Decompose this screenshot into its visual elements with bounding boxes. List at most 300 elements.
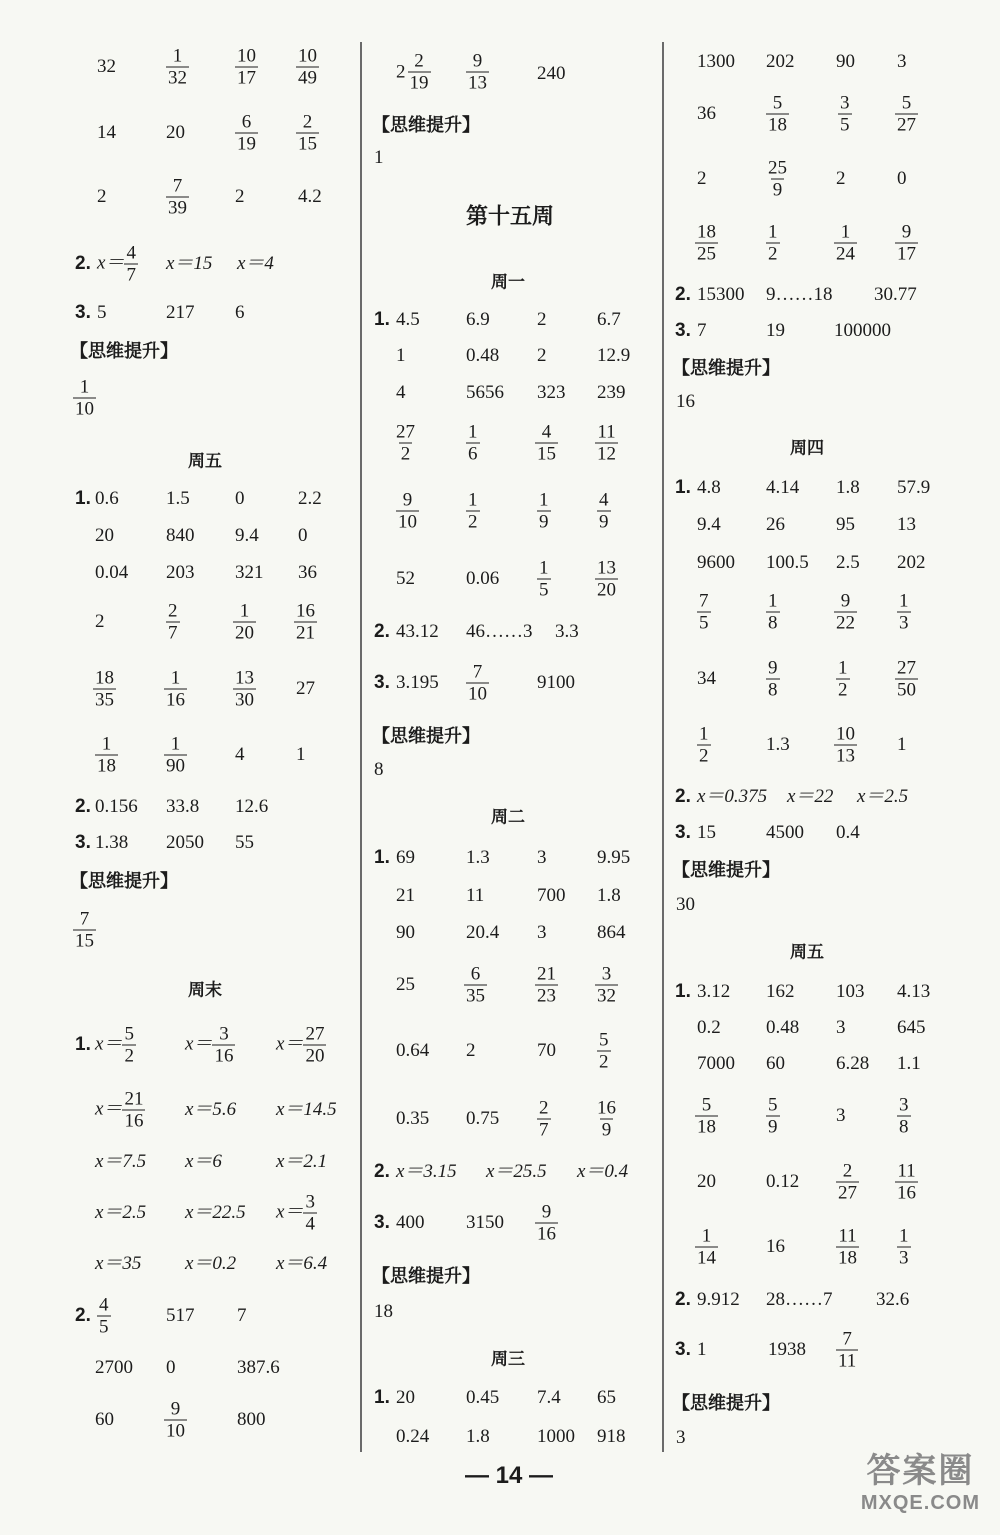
numerator: 13 [235, 667, 254, 689]
numerator: 7 [79, 908, 90, 930]
answer-fraction [834, 591, 857, 634]
thinking-answer: 3 [676, 1427, 686, 1448]
answer-value: 103 [836, 981, 865, 1002]
numerator: 1 [701, 1225, 712, 1247]
answer-fraction [766, 93, 789, 136]
denominator: 17 [237, 67, 256, 89]
numerator: 6 [241, 111, 252, 133]
answer-fraction [464, 964, 487, 1007]
answer-value: 6.28 [836, 1053, 870, 1074]
numerator: 7 [172, 175, 183, 197]
answer-value: 4.8 [697, 477, 721, 498]
answer-fraction [394, 422, 417, 465]
day-heading-fri: 周五 [188, 451, 222, 472]
denominator: 32 [168, 67, 187, 89]
answer-value: 2050 [166, 832, 204, 853]
answer-fraction [466, 490, 480, 533]
answer-value: 3 [836, 1105, 846, 1126]
numerator: 2 [168, 600, 178, 622]
answer-fraction [166, 46, 189, 89]
numerator: 4 [541, 421, 552, 443]
equation-answer: x＝2.1 [276, 1151, 328, 1172]
numerator: 21 [124, 1088, 144, 1110]
answer-value: 1.3 [466, 847, 490, 868]
question-number: 3. [675, 1339, 691, 1360]
thinking-answer: 30 [676, 894, 695, 915]
question-number: 2. [75, 253, 91, 274]
denominator: 32 [597, 985, 616, 1007]
answer-value: 2 [466, 1040, 476, 1061]
answer-value: 27 [296, 678, 315, 699]
numerator: 3 [305, 1191, 315, 1213]
numerator: 5 [772, 92, 783, 114]
answer-value: 0.12 [766, 1171, 800, 1192]
answer-fraction [897, 1095, 911, 1138]
answer-value: 60 [766, 1053, 785, 1074]
numerator: 1 [79, 376, 90, 398]
denominator: 2 [838, 679, 848, 701]
answer-value: 0.156 [95, 796, 138, 817]
answer-value: 202 [766, 51, 795, 72]
question-number: 2. [374, 1161, 390, 1182]
denominator: 18 [697, 1116, 716, 1138]
answer-value: 3.12 [697, 981, 731, 1002]
numerator: 7 [472, 661, 483, 683]
answer-value: 20 [166, 122, 185, 143]
answer-value: 34 [697, 668, 716, 689]
answer-fraction [396, 490, 419, 533]
answer-value: 400 [396, 1212, 425, 1233]
answer-value: 12.6 [235, 796, 269, 817]
answer-value: 4500 [766, 822, 804, 843]
column-divider-left [360, 42, 362, 1452]
answer-fraction [164, 668, 187, 711]
answer-value: 0.4 [836, 822, 860, 843]
answer-value: 69 [396, 847, 415, 868]
answer-value: 60 [95, 1409, 114, 1430]
equation-answer: x＝3.15 [396, 1161, 457, 1182]
answer-value: 9.4 [697, 514, 721, 535]
numerator: 1 [838, 657, 848, 679]
denominator: 9 [768, 1116, 778, 1138]
answer-value: 1938 [768, 1339, 806, 1360]
answer-value: 43.12 [396, 621, 439, 642]
answer-fraction [97, 1295, 111, 1338]
denominator: 25 [697, 243, 716, 265]
answer-fraction [834, 222, 857, 265]
numerator: 10 [298, 45, 317, 67]
numerator: 1 [899, 1225, 909, 1247]
numerator: 3 [840, 92, 850, 114]
denominator: 39 [168, 197, 187, 219]
variable-x: x＝ [97, 252, 125, 274]
answer-value: 36 [298, 562, 317, 583]
question-number: 3. [75, 832, 91, 853]
answer-value: 9100 [537, 672, 575, 693]
answer-value: 217 [166, 302, 195, 323]
answer-fraction [537, 490, 551, 533]
denominator: 2 [468, 511, 478, 533]
denominator: 2 [768, 243, 778, 265]
numerator: 4 [599, 489, 609, 511]
answer-fraction [164, 734, 187, 777]
numerator: 1 [172, 45, 183, 67]
day-heading-mon: 周一 [491, 272, 525, 293]
numerator: 7 [699, 590, 709, 612]
answer-value: 6.9 [466, 309, 490, 330]
answer-value: 26 [766, 514, 785, 535]
answer-value: 240 [537, 63, 566, 84]
denominator: 21 [296, 622, 315, 644]
answer-value: 2.5 [836, 552, 860, 573]
denominator: 50 [897, 679, 916, 701]
answer-value: 9600 [697, 552, 735, 573]
numerator: 1 [699, 723, 709, 745]
answer-value: 7 [237, 1305, 247, 1326]
answer-value: 0.64 [396, 1040, 430, 1061]
question-number: 1. [374, 309, 390, 330]
denominator: 24 [836, 243, 855, 265]
thinking-heading: 【思维提升】 [70, 341, 178, 362]
denominator: 9 [772, 179, 783, 201]
equation-answer [95, 1024, 136, 1067]
numerator: 4 [99, 1294, 109, 1316]
numerator: 18 [95, 667, 114, 689]
answer-value: 4.5 [396, 309, 420, 330]
equation-answer [185, 1024, 235, 1067]
answer-fraction [895, 222, 918, 265]
answer-value: 36 [697, 103, 716, 124]
numerator: 7 [842, 1328, 852, 1350]
numerator: 1 [101, 733, 112, 755]
answer-value: 4 [396, 382, 406, 403]
numerator: 1 [539, 489, 549, 511]
numerator: 11 [897, 1160, 916, 1182]
denominator: 30 [235, 689, 254, 711]
denominator: 20 [305, 1045, 325, 1067]
answer-value: 9.95 [597, 847, 631, 868]
denominator: 27 [838, 1182, 857, 1204]
thinking-heading: 【思维提升】 [70, 871, 178, 892]
answer-fraction [766, 222, 780, 265]
thinking-answer: 8 [374, 759, 384, 780]
numerator: 9 [840, 590, 851, 612]
week-title: 第十五周 [466, 203, 555, 230]
denominator: 2 [699, 745, 709, 767]
answer-fraction [537, 558, 551, 601]
question-number: 1. [75, 1034, 91, 1055]
denominator: 16 [214, 1045, 234, 1067]
answer-value: 3 [897, 51, 907, 72]
answer-value: 14 [97, 122, 116, 143]
numerator: 27 [305, 1023, 325, 1045]
equation-answer: x＝2.5 [857, 786, 909, 807]
answer-value: 16 [766, 1236, 785, 1257]
answer-value: 0.48 [766, 1017, 800, 1038]
equation-answer [95, 1089, 145, 1132]
answer-fraction [836, 1161, 859, 1204]
equation-answer: x＝6 [185, 1151, 222, 1172]
question-number: 2. [675, 786, 691, 807]
numerator: 1 [468, 489, 478, 511]
answer-value: 0.6 [95, 488, 119, 509]
answer-value: 7 [697, 320, 707, 341]
answer-fraction [834, 724, 857, 767]
answer-value: 30.77 [874, 284, 917, 305]
denominator: 15 [75, 930, 94, 952]
denominator: 16 [897, 1182, 916, 1204]
numerator: 9 [170, 1398, 181, 1420]
answer-fraction [535, 422, 558, 465]
answer-fraction [766, 1095, 780, 1138]
equation-answer: x＝22.5 [185, 1202, 246, 1223]
denominator: 22 [836, 612, 855, 634]
numerator: 18 [697, 221, 716, 243]
answer-value: 1.8 [836, 477, 860, 498]
answer-fraction [537, 1098, 551, 1141]
answer-value: 1 [897, 734, 907, 755]
numerator: 5 [124, 1023, 134, 1045]
numerator: 11 [597, 421, 616, 443]
denominator: 13 [836, 745, 855, 767]
answer-value: 7000 [697, 1053, 735, 1074]
answer-value: 3.195 [396, 672, 439, 693]
answer-value: 21 [396, 885, 415, 906]
equation-answer: x＝0.2 [185, 1253, 237, 1274]
equation-answer: x＝6.4 [276, 1253, 328, 1274]
answer-value: 0.24 [396, 1426, 430, 1447]
variable-x: x＝ [185, 1033, 213, 1055]
answer-fraction [466, 662, 489, 705]
denominator: 3 [899, 1247, 909, 1269]
answer-value: 20 [697, 1171, 716, 1192]
numerator: 5 [701, 1094, 712, 1116]
answer-value: 2 [95, 611, 105, 632]
equation-answer: x＝22 [787, 786, 834, 807]
answer-value: 6 [235, 302, 245, 323]
question-number: 2. [374, 621, 390, 642]
answer-fraction [597, 490, 611, 533]
answer-value: 1.8 [597, 885, 621, 906]
answer-value: 1.38 [95, 832, 129, 853]
denominator: 9 [601, 1119, 612, 1141]
answer-value: 0.35 [396, 1108, 430, 1129]
answer-value: 57.9 [897, 477, 931, 498]
answer-value: 15300 [697, 284, 745, 305]
numerator: 13 [597, 557, 616, 579]
denominator: 23 [537, 985, 556, 1007]
numerator: 1 [768, 590, 778, 612]
answer-value: 90 [396, 922, 415, 943]
answer-value: 6.7 [597, 309, 621, 330]
answer-value: 1.3 [766, 734, 790, 755]
answer-value: 1.8 [466, 1426, 490, 1447]
answer-value: 2 [697, 168, 707, 189]
answer-fraction [838, 93, 852, 136]
thinking-heading: 【思维提升】 [672, 1393, 780, 1414]
numerator: 5 [901, 92, 912, 114]
answer-value: 2 [836, 168, 846, 189]
question-number: 3. [374, 672, 390, 693]
denominator: 15 [537, 443, 556, 465]
numerator: 9 [901, 221, 912, 243]
answer-fraction [595, 422, 618, 465]
answer-fraction [595, 964, 618, 1007]
answer-fraction [766, 591, 780, 634]
answer-value: 13 [897, 514, 916, 535]
denominator: 10 [398, 511, 417, 533]
answer-fraction [895, 1161, 918, 1204]
denominator: 16 [124, 1110, 144, 1132]
answer-fraction [95, 734, 118, 777]
answer-value: 65 [597, 1387, 616, 1408]
question-number: 3. [75, 302, 91, 323]
denominator: 19 [409, 72, 429, 94]
answer-value: 700 [537, 885, 566, 906]
denominator: 5 [539, 579, 549, 601]
equation-answer [276, 1024, 326, 1067]
answer-value: 1000 [537, 1426, 575, 1447]
answer-value: 239 [597, 382, 626, 403]
answer-value: 2 [537, 309, 547, 330]
numerator: 9 [402, 489, 413, 511]
denominator: 2 [124, 1045, 134, 1067]
denominator: 8 [899, 1116, 909, 1138]
thinking-answer: 16 [676, 391, 695, 412]
answer-value: 1300 [697, 51, 735, 72]
numerator: 6 [470, 963, 481, 985]
answer-value: 9……18 [766, 284, 833, 305]
answer-fraction [466, 422, 480, 465]
numerator: 1 [239, 600, 250, 622]
answer-value: 20.4 [466, 922, 500, 943]
answer-fraction [233, 601, 256, 644]
answer-value: 0.75 [466, 1108, 500, 1129]
variable-x: x＝ [95, 1098, 123, 1120]
answer-value: 95 [836, 514, 855, 535]
denominator: 27 [897, 114, 916, 136]
equation-answer: x＝25.5 [486, 1161, 547, 1182]
answer-fraction [895, 658, 918, 701]
answer-fraction [595, 1098, 618, 1141]
question-number: 2. [75, 1305, 91, 1326]
answer-value: 202 [897, 552, 926, 573]
answer-fraction [897, 591, 911, 634]
numerator: 25 [768, 157, 787, 179]
numerator: 5 [768, 1094, 778, 1116]
denominator: 9 [599, 511, 609, 533]
thinking-heading: 【思维提升】 [372, 115, 480, 136]
answer-value: 0.48 [466, 345, 500, 366]
answer-value: 203 [166, 562, 195, 583]
numerator: 1 [840, 221, 851, 243]
answer-value: 2.2 [298, 488, 322, 509]
watermark-logo-text: 答案圈 [866, 1451, 975, 1491]
denominator: 35 [466, 985, 485, 1007]
answer-value: 15 [697, 822, 716, 843]
numerator: 1 [170, 733, 181, 755]
answer-fraction [296, 112, 319, 155]
answer-value: 1 [396, 345, 406, 366]
answer-value: 0 [235, 488, 245, 509]
watermark-url: MXQE.COM [860, 1492, 980, 1514]
day-heading-weekend: 周末 [188, 980, 222, 1001]
answer-fraction [836, 1329, 858, 1372]
answer-fraction [535, 964, 558, 1007]
answer-value: 25 [396, 974, 415, 995]
denominator: 2 [400, 443, 411, 465]
answer-value: 5656 [466, 382, 504, 403]
answer-value: 4.13 [897, 981, 931, 1002]
answer-fraction [166, 176, 189, 219]
answer-value: 321 [235, 562, 264, 583]
answer-value: 46……3 [466, 621, 533, 642]
answer-value: 20 [396, 1387, 415, 1408]
equation-answer [97, 243, 138, 286]
question-number: 1. [75, 488, 91, 509]
numerator: 21 [537, 963, 556, 985]
denominator: 90 [166, 755, 185, 777]
numerator: 9 [541, 1201, 552, 1223]
answer-value: 162 [766, 981, 795, 1002]
answer-value: 840 [166, 525, 195, 546]
answer-value: 28……7 [766, 1289, 833, 1310]
denominator: 8 [768, 679, 778, 701]
denominator: 3 [899, 612, 909, 634]
numerator: 10 [237, 45, 256, 67]
denominator: 18 [768, 114, 787, 136]
answer-value: 3 [537, 922, 547, 943]
denominator: 10 [166, 1420, 185, 1442]
answer-value: 2 [537, 345, 547, 366]
equation-answer [276, 1192, 317, 1235]
answer-fraction [296, 46, 319, 89]
answer-value: 7.4 [537, 1387, 561, 1408]
denominator: 10 [468, 683, 487, 705]
numerator: 2 [414, 50, 424, 72]
variable-x: x＝ [95, 1033, 123, 1055]
day-heading-thu: 周四 [790, 438, 824, 459]
denominator: 35 [95, 689, 114, 711]
question-number: 1. [374, 847, 390, 868]
thinking-answer: 18 [374, 1301, 393, 1322]
numerator: 4 [126, 242, 136, 264]
numerator: 27 [396, 421, 415, 443]
answer-fraction [535, 1202, 558, 1245]
numerator: 11 [838, 1225, 857, 1247]
answer-value: 0.06 [466, 568, 500, 589]
denominator: 9 [539, 511, 549, 533]
variable-x: x＝ [276, 1033, 304, 1055]
question-number: 3. [675, 320, 691, 341]
denominator: 7 [126, 264, 136, 286]
numerator: 16 [296, 600, 315, 622]
denominator: 5 [840, 114, 850, 136]
denominator: 16 [537, 1223, 556, 1245]
question-number: 1. [675, 981, 691, 1002]
answer-value: 0.04 [95, 562, 129, 583]
answer-value: 52 [396, 568, 415, 589]
variable-x: x＝ [276, 1201, 304, 1223]
denominator: 8 [768, 612, 778, 634]
answer-value: 2700 [95, 1357, 133, 1378]
answer-value: 1 [697, 1339, 707, 1360]
answer-value: 9.4 [235, 525, 259, 546]
answer-value: 12.9 [597, 345, 631, 366]
question-number: 2. [675, 1289, 691, 1310]
day-heading-tue: 周二 [491, 807, 525, 828]
answer-fraction [595, 558, 618, 601]
